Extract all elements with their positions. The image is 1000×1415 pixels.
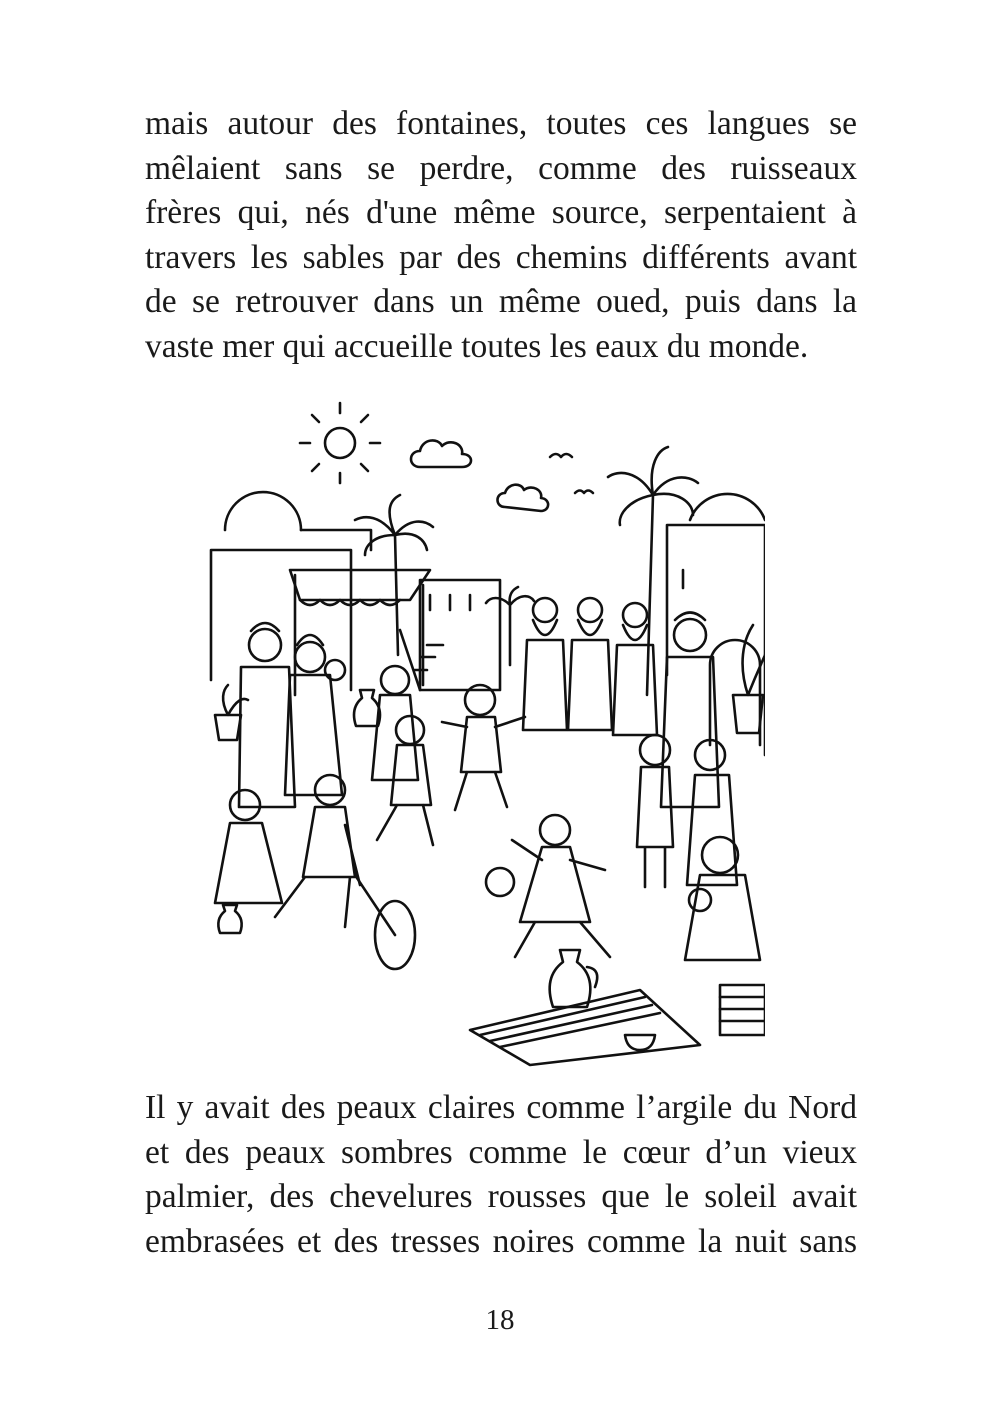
text-line: embrasées et des tresses noires comme la nuit sans <box>145 1222 857 1260</box>
cloud-icon <box>411 440 471 467</box>
woman-figure-icon <box>687 740 737 885</box>
bird-icon <box>550 454 593 493</box>
elder-figure-icon <box>568 598 612 730</box>
ball-icon <box>486 868 514 896</box>
jug-icon <box>550 950 598 1007</box>
paragraph-bottom <box>145 1086 857 1264</box>
text-line: mais autour des fontaines, toutes ces langues se <box>145 105 857 142</box>
potted-plant-icon <box>215 685 248 740</box>
text-line: frères qui, nés d'une même source, serpentaient à <box>145 194 857 231</box>
stairs-icon <box>400 580 500 690</box>
cloud-icon <box>498 485 549 511</box>
text-line: palmier, des chevelures rousses que le soleil avait <box>145 1178 857 1215</box>
text-line: vaste mer qui accueille toutes les eaux du monde. <box>145 327 809 365</box>
child-figure-icon <box>637 735 673 887</box>
woman-figure-icon <box>685 837 760 960</box>
child-figure-icon <box>275 775 360 927</box>
rug-icon <box>470 990 700 1065</box>
child-figure-icon <box>512 815 610 957</box>
paragraph-top <box>145 102 857 369</box>
text-line: et des peaux sombres comme le cœur d’un vieux <box>145 1133 857 1171</box>
dome-building-icon <box>211 492 371 690</box>
child-figure-icon <box>442 685 525 810</box>
basket-icon <box>720 985 765 1035</box>
page-number: 18 <box>485 1304 515 1336</box>
market-scene-illustration <box>205 395 765 1070</box>
text-line: mêlaient sans se perdre, comme des ruisseaux <box>145 149 857 187</box>
text-line: Il y avait des peaux claires comme l’argile du Nord <box>145 1089 857 1126</box>
bowl-icon <box>625 1035 655 1050</box>
jug-icon <box>218 905 241 933</box>
sun-icon <box>300 403 380 483</box>
jug-icon <box>354 690 380 726</box>
elder-figure-icon <box>523 598 567 730</box>
hoop-icon <box>355 875 415 969</box>
text-line: de se retrouver dans un même oued, puis dans la <box>145 283 857 320</box>
text-line: travers les sables par des chemins différents avant <box>145 238 857 276</box>
